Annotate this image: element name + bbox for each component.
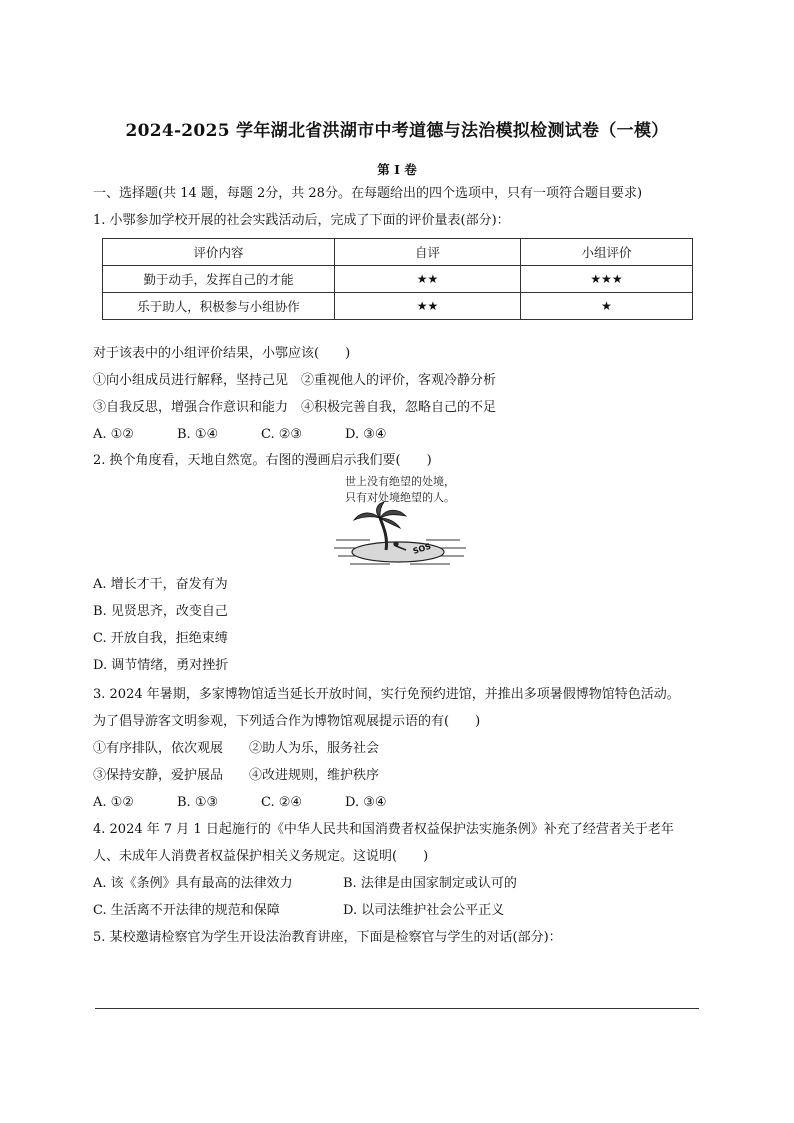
option-c[interactable]: C. ②④ bbox=[261, 795, 303, 810]
table-header: 评价内容 bbox=[103, 239, 335, 266]
island-cartoon-drawing bbox=[330, 474, 470, 570]
sos-sign: SOS bbox=[411, 541, 433, 556]
cartoon-caption-2: 只有对处境绝望的人。 bbox=[345, 491, 455, 504]
evaluation-table bbox=[102, 238, 693, 320]
q3-statements-2: ③保持安静，爱护展品 ④改进规则，维护秩序 bbox=[93, 768, 380, 783]
table-row bbox=[103, 266, 693, 293]
option-c[interactable]: C. ②③ bbox=[261, 427, 303, 442]
q5-stem: 5. 某校邀请检察官为学生开设法治教育讲座，下面是检察官与学生的对话(部分)： bbox=[93, 930, 562, 945]
q2-option-a[interactable]: A. 增长才干，奋发有为 bbox=[93, 577, 228, 592]
q1-stem: 1. 小鄂参加学校开展的社会实践活动后，完成了下面的评价量表(部分)： bbox=[93, 213, 510, 228]
table-header: 小组评价 bbox=[521, 239, 693, 266]
table-cell: ★ bbox=[521, 293, 693, 320]
section-heading: 一、选择题(共 14 题，每题 2分，共 28分。在每题给出的四个选项中，只有一项符合题目要求) bbox=[93, 186, 643, 201]
island-cartoon bbox=[330, 474, 470, 570]
q3-statements-1: ①有序排队，依次观展 ②助人为乐，服务社会 bbox=[93, 741, 380, 756]
q1-statements-1: ①向小组成员进行解释，坚持己见 ②重视他人的评价，客观冷静分析 bbox=[93, 373, 497, 388]
q1-options bbox=[93, 426, 387, 444]
palm-leaves-icon bbox=[354, 502, 406, 528]
option-d[interactable]: D. 以司法维护社会公平正义 bbox=[343, 903, 505, 918]
option-d[interactable]: D. ③④ bbox=[345, 795, 387, 810]
option-a[interactable]: A. ①② bbox=[93, 795, 134, 810]
q2-option-b[interactable]: B. 见贤思齐，改变自己 bbox=[93, 604, 228, 619]
table-cell: ★★★ bbox=[521, 266, 693, 293]
q4-options-row-1 bbox=[93, 875, 517, 893]
q1-statements-2: ③自我反思，增强合作意识和能力 ④积极完善自我，忽略自己的不足 bbox=[93, 400, 497, 415]
table-cell: ★★ bbox=[335, 266, 521, 293]
footer-divider bbox=[95, 1008, 699, 1009]
table-cell: ★★ bbox=[335, 293, 521, 320]
q2-stem: 2. 换个角度看，天地自然宽。右图的漫画启示我们要( ) bbox=[93, 453, 432, 468]
option-b[interactable]: B. ①③ bbox=[177, 795, 219, 810]
q3-options bbox=[93, 794, 387, 812]
q2-option-c[interactable]: C. 开放自我，拒绝束缚 bbox=[93, 631, 228, 646]
q4-options-row-2 bbox=[93, 902, 504, 920]
q4-stem-1: 4. 2024 年 7 月 1 日起施行的《中华人民共和国消费者权益保护法实施条例》补充了经营者关于老年 bbox=[93, 822, 674, 837]
q3-stem-2: 为了倡导游客文明参观，下列适合作为博物馆观展提示语的有( ) bbox=[93, 714, 481, 729]
option-a[interactable]: A. ①② bbox=[93, 427, 134, 442]
table-row bbox=[103, 293, 693, 320]
cartoon-caption-1: 世上没有绝望的处境， bbox=[345, 475, 455, 488]
option-b[interactable]: B. 法律是由国家制定或认可的 bbox=[343, 876, 517, 891]
option-d[interactable]: D. ③④ bbox=[345, 427, 387, 442]
option-a[interactable]: A. 该《条例》具有最高的法律效力 bbox=[93, 876, 293, 891]
table-cell: 勤于动手，发挥自己的才能 bbox=[103, 266, 335, 293]
exam-title: 2024-2025 学年湖北省洪湖市中考道德与法治模拟检测试卷（一模） bbox=[125, 121, 669, 141]
volume-label: 第 I 卷 bbox=[377, 162, 417, 177]
table-header: 自评 bbox=[335, 239, 521, 266]
q1-question: 对于该表中的小组评价结果，小鄂应该( ) bbox=[93, 346, 351, 361]
option-c[interactable]: C. 生活离不开法律的规范和保障 bbox=[93, 903, 280, 918]
option-b[interactable]: B. ①④ bbox=[177, 427, 219, 442]
q2-option-d[interactable]: D. 调节情绪，勇对挫折 bbox=[93, 658, 229, 673]
table-header-row bbox=[103, 239, 693, 266]
q3-stem-1: 3. 2024 年暑期，多家博物馆适当延长开放时间，实行免预约进馆，并推出多项暑假博物馆特色活动。 bbox=[93, 687, 680, 702]
q4-stem-2: 人、未成年人消费者权益保护相关义务规定。这说明( ) bbox=[93, 849, 429, 864]
table-cell: 乐于助人，积极参与小组协作 bbox=[103, 293, 335, 320]
